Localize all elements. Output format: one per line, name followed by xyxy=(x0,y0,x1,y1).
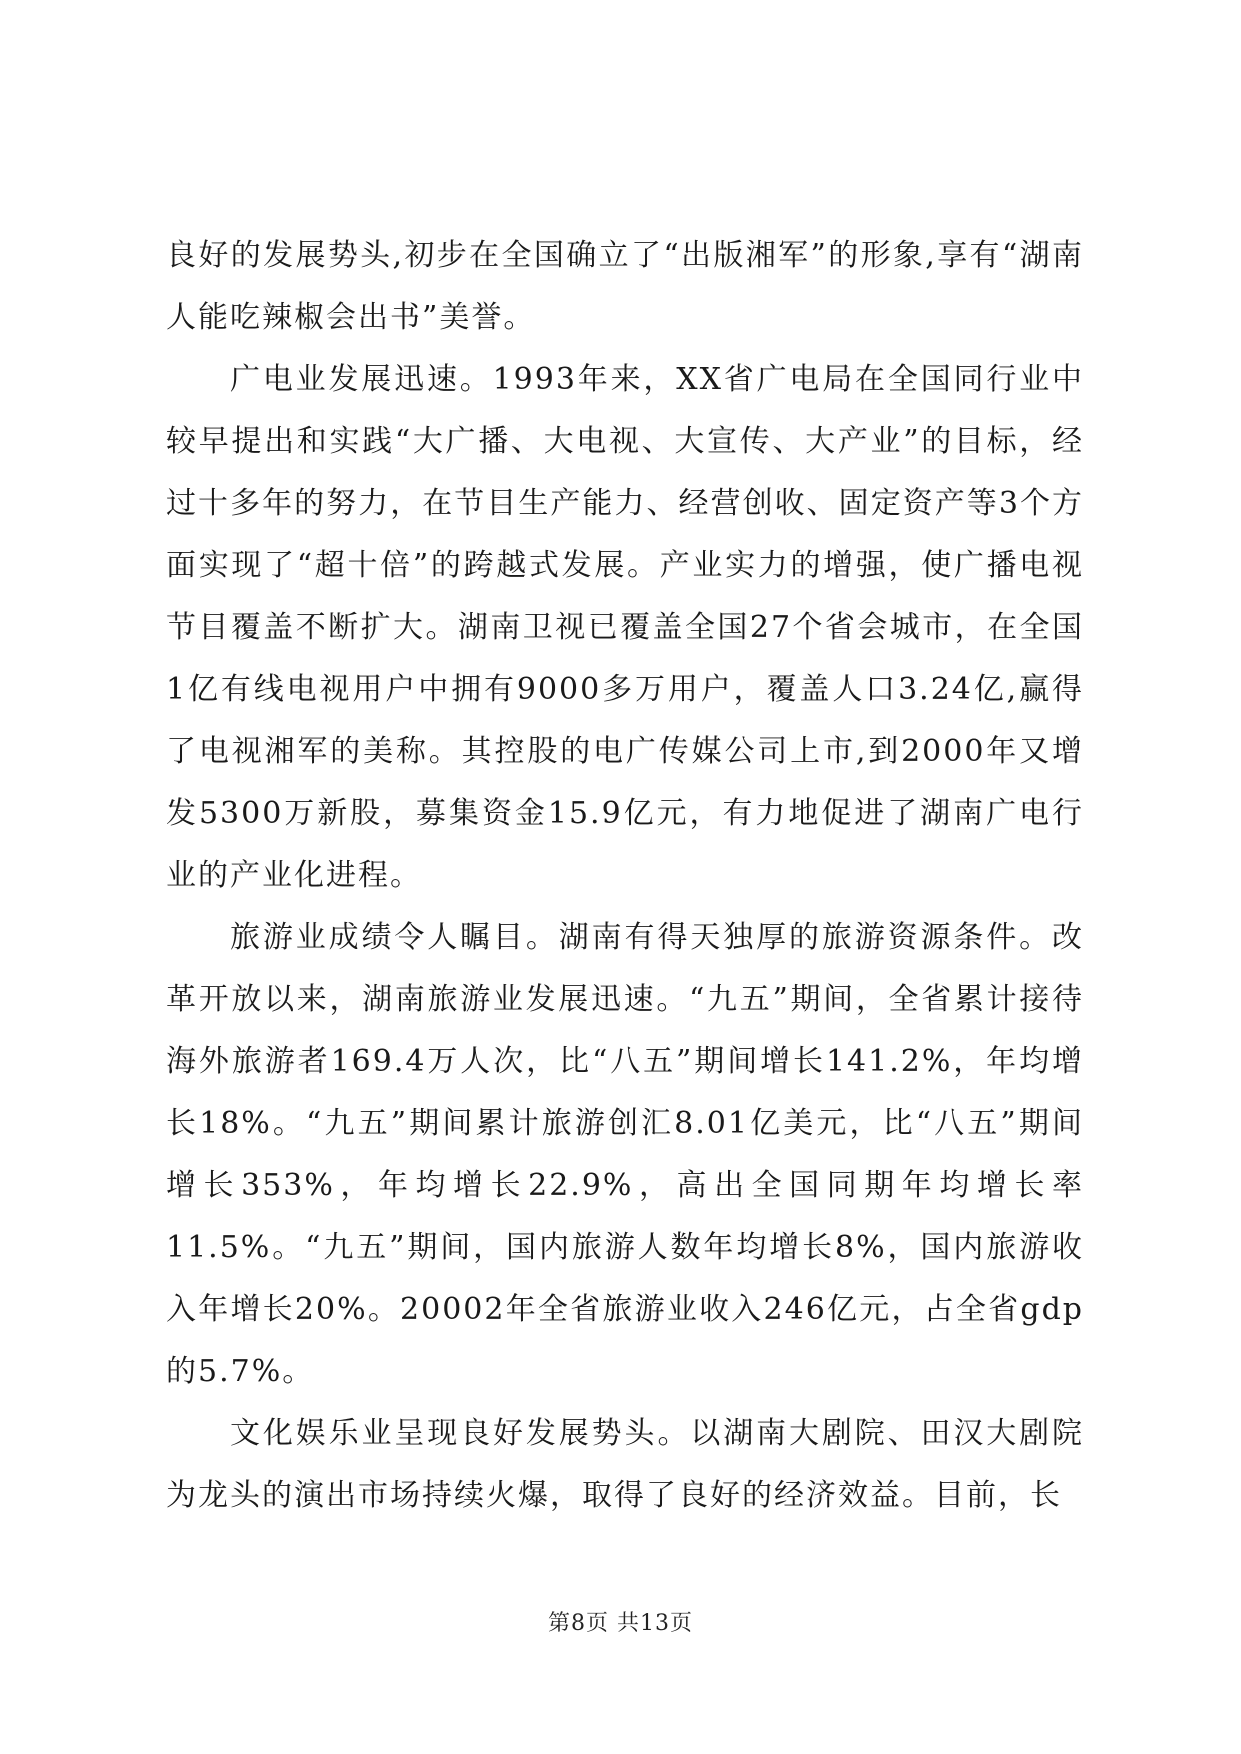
page-footer xyxy=(0,1606,1241,1637)
paragraph-publishing-continued: 良好的发展势头,初步在全国确立了“出版湘军”的形象,享有“湖南人能吃辣椒会出书”美誉。 xyxy=(166,238,1084,335)
paragraph-broadcasting: 广电业发展迅速。1993年来，XX省广电局在全国同行业中较早提出和实践“大广播、大电视、大宣传、大产业”的目标，经过十多年的努力，在节目生产能力、经营创收、固定资产等3个方面实现了“超十倍”的跨越式发展。产业实力的增强，使广播电视节目覆盖不断扩大。湖南卫视已覆盖全国27个省会城市，在全国1亿有线电视用户中拥有9000多万用户，覆盖人口3.24亿,赢得了电视湘军的美称。其控股的电广传媒公司上市,到2000年又增发5300万新股，募集资金15.9亿元，有力地促进了湖南广电行业的产业化进程。 xyxy=(166,362,1084,893)
document-body xyxy=(166,225,1084,1527)
page-number-label: 第8页 共13页 xyxy=(548,1611,693,1636)
paragraph-tourism: 旅游业成绩令人瞩目。湖南有得天独厚的旅游资源条件。改革开放以来，湖南旅游业发展迅速。“九五”期间，全省累计接待海外旅游者169.4万人次，比“八五”期间增长141.2%，年均增长18%。“九五”期间累计旅游创汇8.01亿美元，比“八五”期间增长353%，年均增长22.9%，高出全国同期年均增长率11.5%。“九五”期间，国内旅游人数年均增长8%，国内旅游收入年增长20%。20002年全省旅游业收入246亿元，占全省gdp的5.7%。 xyxy=(166,920,1084,1389)
paragraph-entertainment: 文化娱乐业呈现良好发展势头。以湖南大剧院、田汉大剧院为龙头的演出市场持续火爆，取得了良好的经济效益。目前，长 xyxy=(166,1416,1084,1513)
